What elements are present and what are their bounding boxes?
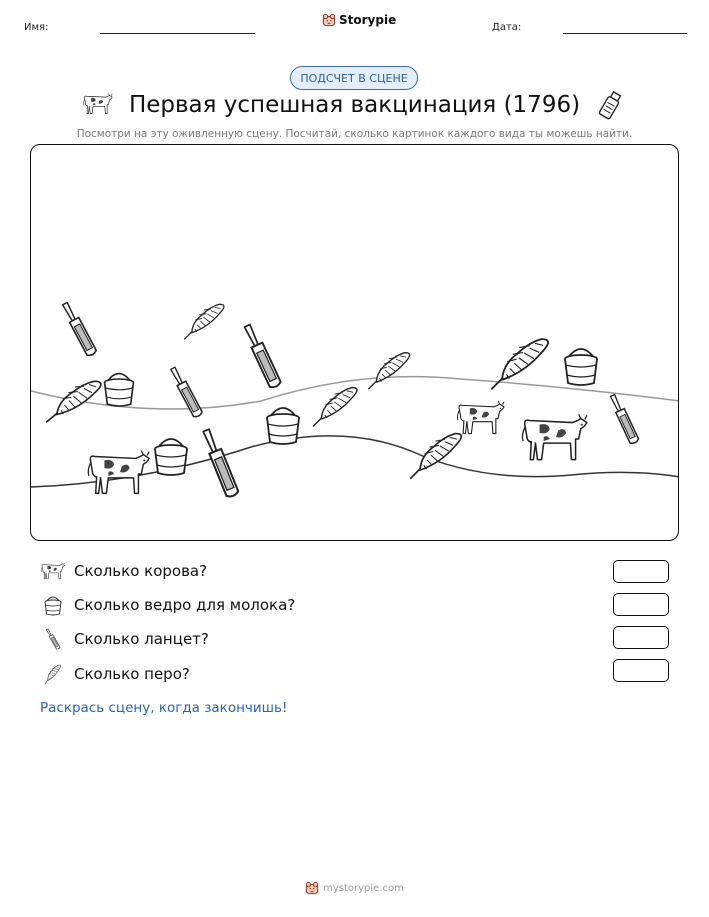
feather-6 [410,424,462,491]
storypie-logo-icon [305,881,319,895]
lancet-4 [609,393,640,444]
bucket-4 [155,439,187,475]
page-subtitle: Посмотри на эту оживленную сцену. Посчитай, сколько картинок каждого вида ты можешь найти. [76,128,633,140]
storypie-logo-icon [322,13,336,27]
question-feather [40,661,190,687]
footer-site[interactable]: mystorypie.com [323,882,404,894]
feather-5 [491,328,549,402]
question-text: Сколько корова? [74,562,208,580]
lancet-1 [61,301,97,357]
question-lancet [40,627,209,651]
question-cow [40,561,207,581]
cow-3 [88,451,149,494]
lancet-icon [40,627,66,651]
bucket-3 [565,349,597,385]
question-text: Сколько ланцет? [74,630,209,648]
counting-scene [30,144,679,541]
page-title: Первая успешная вакцинация (1796) [128,92,581,118]
bucket-1 [105,374,134,406]
question-bucket [40,594,295,616]
feather-4 [313,379,358,437]
feather-1 [184,297,225,349]
question-text: Сколько перо? [74,665,190,683]
name-line[interactable] [100,33,255,34]
feather-icon [40,661,66,687]
cow-2 [522,414,586,459]
answer-box-bucket[interactable] [613,593,669,616]
date-line[interactable] [563,33,687,34]
answer-box-lancet[interactable] [613,626,669,649]
question-text: Сколько ведро для молока? [74,596,296,614]
footer [0,881,709,895]
bucket-icon [40,594,66,616]
brand-logo [322,13,396,27]
lancet-5 [201,428,239,499]
cow-1 [457,401,504,434]
scene-illustration [31,145,679,541]
answer-box-cow[interactable] [613,560,669,583]
date-label: Дата: [492,22,522,33]
color-instruction: Раскрась сцену, когда закончишь! [40,700,288,716]
name-label: Имя: [24,22,49,33]
answer-box-feather[interactable] [613,659,669,682]
bucket-2 [267,408,299,444]
brand-name: Storypie [339,13,397,27]
feather-3 [368,345,410,399]
activity-badge: ПОДСЧЕТ В СЦЕНЕ [290,66,418,90]
lancet-3 [169,366,203,418]
cow-icon [40,561,66,581]
lancet-2 [242,323,281,389]
title-vial-icon [596,90,624,122]
